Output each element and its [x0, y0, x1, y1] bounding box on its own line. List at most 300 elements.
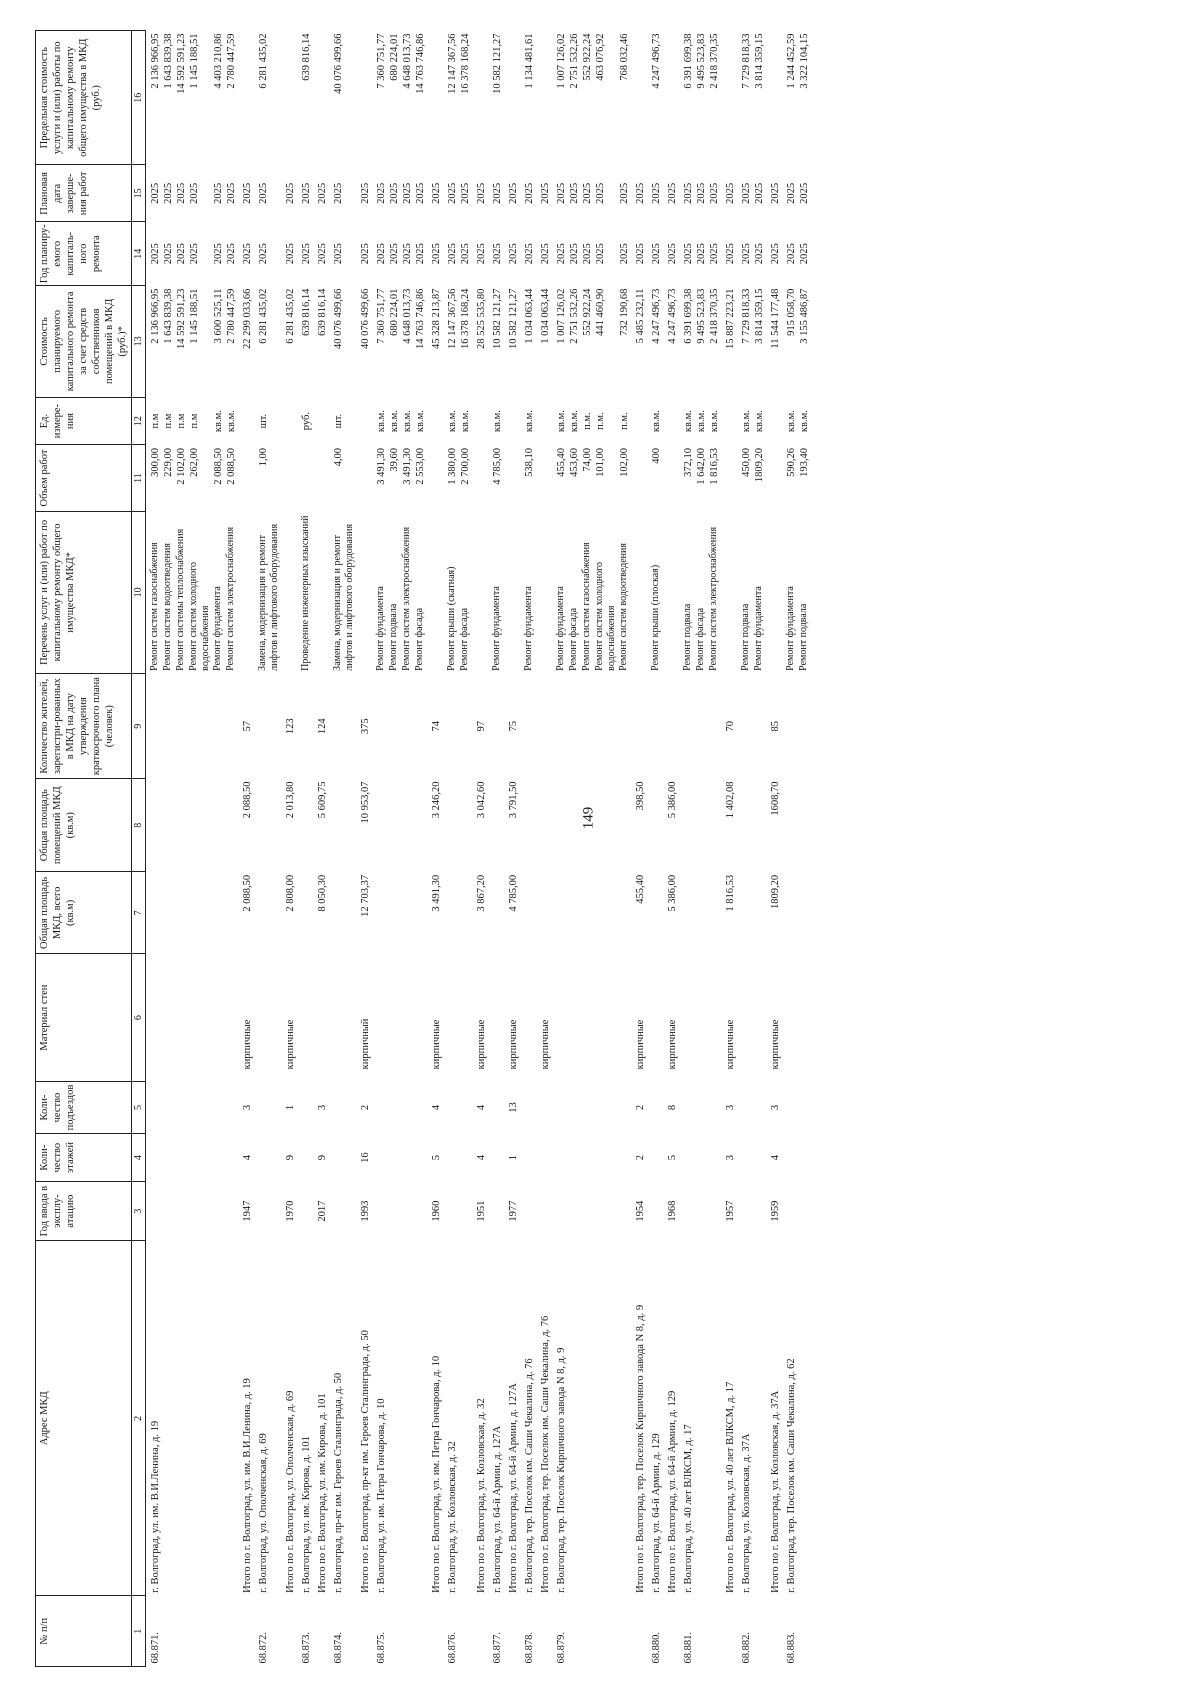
cell-c16 [356, 31, 372, 165]
cell-c7 [162, 872, 175, 954]
cell-c7 [388, 872, 401, 954]
cell-c14: 2025 [301, 243, 312, 265]
cell-c4: 2 [635, 1155, 646, 1161]
column-header-4: Коли-чество этажей [36, 1134, 132, 1182]
cell-c16: 14 592 591,23 [176, 33, 187, 94]
cell-c15: 2025 [799, 182, 810, 204]
cell-c11: 4 785,00 [492, 447, 503, 485]
cell-c5 [225, 1081, 238, 1133]
cell-c6 [254, 954, 281, 1082]
cell-c3 [146, 1182, 163, 1241]
cell-c13: 45 328 213,87 [431, 288, 442, 349]
cell-c9 [212, 674, 225, 779]
cell-c15: 2025 [460, 182, 471, 204]
cell-c16: 14 763 746,86 [415, 33, 426, 94]
cell-c13: 28 525 535,80 [476, 288, 487, 349]
cell-c3 [388, 1182, 401, 1241]
cell-c6 [313, 954, 329, 1082]
total-row [631, 31, 647, 1667]
cell-c15: 2025 [163, 182, 174, 204]
table-row [329, 31, 356, 1667]
cell-c16: 4 247 496,73 [651, 33, 662, 89]
cell-c4: 4 [242, 1155, 253, 1161]
cell-c7 [443, 872, 459, 954]
cell-c5 [146, 1081, 163, 1133]
cell-c15: 2025 [176, 182, 187, 204]
cell-addr [581, 1241, 594, 1596]
cell-no: 68.877. [492, 1632, 503, 1664]
cell-c5: 3 [317, 1104, 328, 1111]
column-header-8: Общая площадь помещений МКД (кв.м) [36, 779, 132, 872]
cell-c8 [212, 779, 225, 872]
cell-no [618, 1596, 631, 1667]
cell-c4 [212, 1134, 225, 1182]
cell-c11: 453,60 [569, 447, 580, 477]
cell-c12 [536, 397, 552, 445]
cell-c10: Ремонт систем газоснабжения [581, 542, 592, 671]
cell-no [414, 1596, 427, 1667]
column-header-10: Перечень услуг и (или) работ по капитальному ремонту общего имущества МКД* [36, 511, 132, 674]
cell-c13: 14 592 591,23 [176, 288, 187, 349]
cell-c5: 4 [431, 1104, 442, 1111]
cell-c7 [175, 872, 188, 954]
cell-c14: 2025 [189, 243, 200, 265]
cell-c15: 2025 [754, 182, 765, 204]
cell-c9 [414, 674, 427, 779]
cell-c6 [175, 954, 188, 1082]
table-row [175, 31, 188, 1667]
cell-c11 [238, 445, 254, 511]
cell-c13: 7 360 751,77 [376, 288, 387, 344]
cell-c12: кв.м. [415, 410, 426, 433]
cell-c7 [372, 872, 388, 954]
table-row [488, 31, 504, 1667]
cell-addr [188, 1241, 212, 1596]
cell-c3 [753, 1182, 766, 1241]
cell-no: 68.871. [150, 1632, 161, 1664]
cell-c14: 2025 [389, 243, 400, 265]
cell-c6 [188, 954, 212, 1082]
cell-c3 [594, 1182, 618, 1241]
cell-addr: г. Волгоград, пр-кт им. Героев Сталинграда, д. 50 [333, 1372, 344, 1593]
cell-c8 [552, 779, 568, 872]
cell-c3 [737, 1182, 753, 1241]
column-header-15: Плановая дата заверше-ния работ [36, 165, 132, 222]
cell-c7: 3 867,20 [476, 874, 487, 912]
cell-c3 [647, 1182, 663, 1241]
cell-c16: 768 032,46 [619, 33, 630, 81]
cell-c12: кв.м. [799, 410, 810, 433]
total-row [472, 31, 488, 1667]
cell-c10: Замена, модернизация и ремонт лифтов и лифтового оборудования [257, 523, 280, 671]
cell-c13: 10 582 121,27 [508, 288, 519, 349]
cell-c8 [297, 779, 313, 872]
cell-c6 [401, 954, 414, 1082]
cell-c7 [798, 872, 811, 954]
cell-c12: кв.м. [226, 410, 237, 433]
column-header-3: Год ввода в эксплу-атацию [36, 1182, 132, 1241]
cell-c6 [708, 954, 721, 1082]
cell-c9 [401, 674, 414, 779]
cell-c13: 552 922,24 [582, 288, 593, 336]
cell-no [238, 1596, 254, 1667]
cell-c11: 1809,20 [754, 447, 765, 483]
cell-c11 [313, 445, 329, 511]
cell-no [212, 1596, 225, 1667]
table-row [695, 31, 708, 1667]
cell-addr: г. Волгоград, тер. Поселок им. Саши Чекалина, д. 62 [786, 1358, 797, 1593]
cell-c16: 2 418 370,35 [709, 33, 720, 89]
cell-no [708, 1596, 721, 1667]
column-number-1: 1 [132, 1596, 146, 1667]
cell-c10: Ремонт фундамента [555, 586, 566, 671]
cell-c4 [488, 1134, 504, 1182]
cell-c5 [708, 1081, 721, 1133]
cell-c13: 22 299 033,66 [242, 288, 253, 349]
column-header-11: Объем работ [36, 445, 132, 511]
cell-c12: кв.м. [709, 410, 720, 433]
cell-c4 [297, 1134, 313, 1182]
cell-c4: 16 [360, 1152, 371, 1163]
cell-c8 [679, 779, 695, 872]
cell-c16: 1 007 126,02 [556, 33, 567, 89]
cell-addr: г. Волгоград, тер. Поселок им. Саши Чекалина, д. 76 [524, 1358, 535, 1593]
cell-c11 [356, 445, 372, 511]
cell-c11: 193,40 [799, 447, 810, 477]
cell-c8 [618, 779, 631, 872]
table-row [679, 31, 695, 1667]
cell-no: 68.879. [556, 1632, 567, 1664]
cell-c9: 123 [285, 718, 296, 735]
cell-c10: Ремонт фундамента [212, 586, 223, 671]
cell-c3 [225, 1182, 238, 1241]
cell-no: 68.883. [786, 1632, 797, 1664]
cell-c5: 8 [667, 1104, 678, 1111]
cell-c3: 1951 [476, 1200, 487, 1222]
column-header-16: Предельная стоимость услуги и (или) работы по капитальному ремонту общего имущества в МКД (руб.) [36, 31, 132, 165]
cell-c16: 1 145 188,51 [189, 33, 200, 89]
cell-c16: 9 495 523,83 [696, 33, 707, 89]
table-row [581, 31, 594, 1667]
column-number-11: 11 [132, 445, 146, 511]
cell-c12: руб. [301, 411, 312, 431]
column-header-7: Общая площадь МКД, всего (кв.м) [36, 872, 132, 954]
cell-c5: 1 [285, 1104, 296, 1111]
cell-c7 [737, 872, 753, 954]
cell-c6 [695, 954, 708, 1082]
cell-c3 [568, 1182, 581, 1241]
cell-c10 [427, 511, 443, 674]
cell-c13: 4 247 496,73 [667, 288, 678, 344]
cell-c7: 3 491,30 [431, 874, 442, 912]
column-header-1: № п/п [36, 1596, 132, 1667]
cell-c4 [188, 1134, 212, 1182]
cell-c3: 1970 [285, 1200, 296, 1222]
cell-c16 [281, 31, 297, 165]
cell-c7: 2 088,50 [242, 874, 253, 912]
cell-c9 [695, 674, 708, 779]
cell-c10: Ремонт систем холодного водоснабжения [594, 562, 617, 671]
cell-c10: Ремонт фундамента [375, 586, 386, 671]
cell-c4 [568, 1134, 581, 1182]
cell-c8 [401, 779, 414, 872]
cell-addr [708, 1241, 721, 1596]
cell-c14: 2025 [635, 243, 646, 265]
cell-no [594, 1596, 618, 1667]
cell-c3 [618, 1182, 631, 1241]
cell-c11: 262,00 [189, 447, 200, 477]
cell-c11 [663, 445, 679, 511]
table-row [737, 31, 753, 1667]
cell-c3: 1954 [635, 1200, 646, 1222]
cell-c9 [536, 674, 552, 779]
cell-c9 [594, 674, 618, 779]
cell-c13: 3 814 359,15 [754, 288, 765, 344]
cell-c7 [459, 872, 472, 954]
cell-c6 [443, 954, 459, 1082]
cell-addr: г. Волгоград, ул. Козловская, д. 37А [741, 1433, 752, 1593]
cell-c5 [618, 1081, 631, 1133]
cell-c12: п.м [150, 413, 161, 429]
cell-no [753, 1596, 766, 1667]
total-row [313, 31, 329, 1667]
cell-c14: 2025 [696, 243, 707, 265]
cell-c13: 3 600 525,11 [213, 288, 224, 344]
cell-c5 [329, 1081, 356, 1133]
cell-c11: 1 642,00 [696, 447, 707, 485]
table-row [414, 31, 427, 1667]
cell-c16: 680 224,01 [389, 33, 400, 81]
cell-addr [175, 1241, 188, 1596]
cell-c4 [552, 1134, 568, 1182]
cell-c7: 1 816,53 [725, 874, 736, 912]
cell-c14: 2025 [799, 243, 810, 265]
cell-no [663, 1596, 679, 1667]
cell-addr: г. Волгоград, ул. 64-й Армии, д. 127А [492, 1425, 503, 1593]
column-header-12: Ед. измере-ния [36, 397, 132, 445]
cell-c14: 2025 [150, 243, 161, 265]
cell-c7 [329, 872, 356, 954]
cell-c14: 2025 [476, 243, 487, 265]
rotated-document [35, 30, 1195, 1667]
cell-c12 [238, 397, 254, 445]
cell-c16 [313, 31, 329, 165]
cell-c8: 2 088,50 [242, 781, 253, 819]
cell-no: 68.878. [524, 1632, 535, 1664]
cell-addr: г. Волгоград, ул. им. В.И.Ленина, д. 19 [150, 1420, 161, 1593]
cell-c7 [594, 872, 618, 954]
cell-c4 [708, 1134, 721, 1182]
cell-c7 [679, 872, 695, 954]
cell-c16 [238, 31, 254, 165]
cell-c15: 2025 [524, 182, 535, 204]
cell-c4 [388, 1134, 401, 1182]
column-header-13: Стоимость планируемого капитального ремонта за счет средств собственников помещений в МКД (руб.)* [36, 286, 132, 398]
cell-c6: кирпичные [431, 1019, 442, 1070]
cell-no [175, 1596, 188, 1667]
cell-c11: 450,00 [741, 447, 752, 477]
cell-c8 [162, 779, 175, 872]
cell-c6: кирпичные [540, 1019, 551, 1070]
cell-c4 [647, 1134, 663, 1182]
cell-c5 [753, 1081, 766, 1133]
column-number-6: 6 [132, 954, 146, 1082]
cell-c8 [459, 779, 472, 872]
cell-c12: кв.м. [754, 410, 765, 433]
cell-c8 [520, 779, 536, 872]
cell-c4: 1 [508, 1155, 519, 1161]
cell-c13: 2 751 532,26 [569, 288, 580, 344]
total-row [504, 31, 520, 1667]
cell-c5 [401, 1081, 414, 1133]
cell-c3: 1968 [667, 1200, 678, 1222]
table-row [254, 31, 281, 1667]
cell-c12: кв.м. [492, 410, 503, 433]
cell-c12 [356, 397, 372, 445]
cell-c10 [356, 511, 372, 674]
cell-c13: 6 391 699,38 [683, 288, 694, 344]
cell-c6 [162, 954, 175, 1082]
cell-c5 [372, 1081, 388, 1133]
cell-no [427, 1596, 443, 1667]
cell-addr: Итого по г. Волгоград, тер. Поселок Кирпичного завода N 8, д. 9 [635, 1304, 646, 1593]
cell-c10: Ремонт фундамента [491, 586, 502, 671]
cell-c6 [753, 954, 766, 1082]
cell-no: 68.875. [376, 1632, 387, 1664]
cell-c8 [594, 779, 618, 872]
cell-c7 [401, 872, 414, 954]
cell-c9 [162, 674, 175, 779]
cell-c7 [254, 872, 281, 954]
cell-c6: кирпичные [476, 1019, 487, 1070]
cell-c13: 4 247 496,73 [651, 288, 662, 344]
cell-c7 [552, 872, 568, 954]
cell-c4: 9 [317, 1155, 328, 1161]
cell-c10 [238, 511, 254, 674]
cell-c6 [552, 954, 568, 1082]
cell-c7 [647, 872, 663, 954]
cell-c10: Ремонт подвала [740, 603, 751, 671]
cell-c12: кв.м. [524, 410, 535, 433]
cell-c10: Ремонт систем холодного водоснабжения [188, 562, 211, 671]
cell-c10 [281, 511, 297, 674]
cell-c14: 2025 [709, 243, 720, 265]
cell-c16: 2 136 966,95 [150, 33, 161, 89]
cell-c11 [721, 445, 737, 511]
cell-c5 [594, 1081, 618, 1133]
cell-c11: 2 700,00 [460, 447, 471, 485]
cell-addr [414, 1241, 427, 1596]
cell-c12: кв.м. [741, 410, 752, 433]
column-number-5: 5 [132, 1081, 146, 1133]
column-number-13: 13 [132, 286, 146, 398]
cell-c3 [414, 1182, 427, 1241]
cell-c12 [313, 397, 329, 445]
cell-c6 [679, 954, 695, 1082]
cell-c12: п.м. [582, 412, 593, 430]
cell-c3 [329, 1182, 356, 1241]
cell-c4: 4 [476, 1155, 487, 1161]
cell-c16: 3 322 104,15 [799, 33, 810, 89]
cell-c6 [225, 954, 238, 1082]
cell-c8: 5 609,75 [317, 781, 328, 819]
cell-c6 [782, 954, 798, 1082]
cell-addr: Итого по г. Волгоград, ул. им. Петра Гончарова, д. 10 [431, 1355, 442, 1593]
cell-c10 [472, 511, 488, 674]
cell-addr [162, 1241, 175, 1596]
cell-c10: Ремонт систем электроснабжения [225, 526, 236, 671]
cell-c16: 12 147 367,56 [447, 33, 458, 94]
cell-c15: 2025 [595, 182, 606, 204]
cell-c11: 590,26 [786, 447, 797, 477]
cell-c16 [504, 31, 520, 165]
cell-addr [618, 1241, 631, 1596]
cell-c9: 124 [317, 718, 328, 735]
cell-c10 [766, 511, 782, 674]
cell-c11: 2 088,50 [213, 447, 224, 485]
cell-c7 [753, 872, 766, 954]
cell-c12: п.м [163, 413, 174, 429]
cell-c16: 6 281 435,02 [258, 33, 269, 89]
cell-c15: 2025 [447, 182, 458, 204]
cell-c9: 97 [476, 720, 487, 732]
cell-no [504, 1596, 520, 1667]
cell-no [721, 1596, 737, 1667]
cell-c13: 639 816,14 [317, 288, 328, 336]
cell-c10: Ремонт подвала [682, 603, 693, 671]
cell-addr [753, 1241, 766, 1596]
cell-c11 [631, 445, 647, 511]
cell-no [472, 1596, 488, 1667]
cell-c14: 2025 [492, 243, 503, 265]
table-row [162, 31, 175, 1667]
cell-c5 [679, 1081, 695, 1133]
cell-c4 [401, 1134, 414, 1182]
cell-c5 [188, 1081, 212, 1133]
cell-no [281, 1596, 297, 1667]
cell-c4 [254, 1134, 281, 1182]
table-row [753, 31, 766, 1667]
cell-c3 [459, 1182, 472, 1241]
cell-no [188, 1596, 212, 1667]
cell-c16 [427, 31, 443, 165]
cell-addr: Итого по г. Волгоград, ул. Козловская, д. 37А [770, 1390, 781, 1593]
cell-c3: 1977 [508, 1200, 519, 1222]
cell-no: 68.882. [741, 1632, 752, 1664]
table-row [459, 31, 472, 1667]
cell-c5 [581, 1081, 594, 1133]
cell-c16: 6 391 699,38 [683, 33, 694, 89]
cell-no: 68.880. [651, 1632, 662, 1664]
cell-c12: кв.м. [402, 410, 413, 433]
cell-c4: 5 [667, 1155, 678, 1161]
cell-c16 [663, 31, 679, 165]
cell-c16: 1 244 452,59 [786, 33, 797, 89]
cell-c5: 13 [508, 1102, 519, 1113]
cell-c12: кв.м. [786, 410, 797, 433]
cell-c5 [297, 1081, 313, 1133]
cell-c9: 375 [360, 718, 371, 735]
column-number-15: 15 [132, 165, 146, 222]
cell-c15: 2025 [376, 182, 387, 204]
cell-c12: кв.м. [569, 410, 580, 433]
cell-c15: 2025 [635, 182, 646, 204]
cell-c8: 5 386,00 [667, 781, 678, 819]
cell-c13: 732 190,68 [619, 288, 630, 336]
cell-c8: 1 402,08 [725, 781, 736, 819]
cell-c7 [297, 872, 313, 954]
cell-c8 [329, 779, 356, 872]
